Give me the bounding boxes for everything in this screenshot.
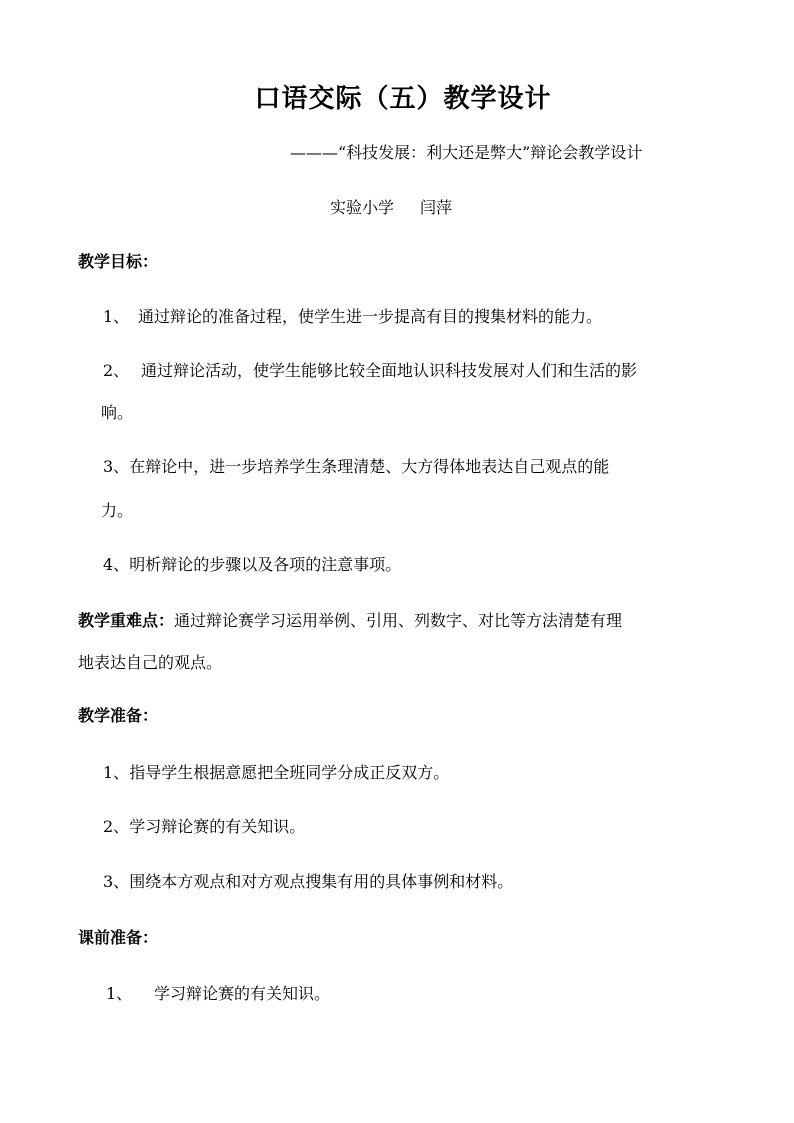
objective-number: 4、	[103, 555, 130, 574]
key-points-text: 通过辩论赛学习运用举例、引用、列数字、对比等方法清楚有理	[174, 611, 623, 630]
preparation-text: 指导学生根据意愿把全班同学分成正反双方。	[129, 763, 450, 782]
author-school: 实验小学	[330, 198, 395, 217]
objective-item	[103, 555, 401, 575]
key-points-paragraph	[78, 611, 622, 631]
pre-class-item	[106, 984, 330, 1004]
preparation-number: 3、	[103, 872, 130, 891]
preparation-number: 2、	[103, 817, 130, 836]
objective-text: 通过辩论活动，使学生能够比较全面地认识科技发展对人们和生活的影	[141, 361, 638, 380]
objective-text: 通过辩论的准备过程，使学生进一步提高有目的搜集材料的能力。	[138, 307, 603, 326]
pre-class-number: 1、	[106, 984, 133, 1003]
objective-text-continued: 响。	[101, 403, 134, 422]
objectives-heading: 教学目标：	[78, 252, 159, 271]
key-points-heading: 教学重难点：	[78, 611, 175, 630]
objective-text: 明析辩论的步骤以及各项的注意事项。	[129, 555, 402, 574]
objective-number: 3、	[103, 457, 130, 476]
preparation-item	[103, 872, 513, 892]
objective-item	[103, 457, 609, 477]
objective-item	[103, 307, 602, 327]
preparation-heading: 教学准备：	[78, 706, 159, 725]
pre-class-heading: 课前准备：	[78, 928, 159, 947]
pre-class-text: 学习辩论赛的有关知识。	[154, 984, 331, 1003]
document-subtitle: ———“科技发展：利大还是弊大”辩论会教学设计	[290, 143, 643, 162]
preparation-item	[103, 817, 305, 837]
preparation-number: 1、	[103, 763, 130, 782]
objective-text-continued: 力。	[101, 501, 134, 520]
objective-item	[103, 361, 637, 381]
objective-text: 在辩论中，进一步培养学生条理清楚、大方得体地表达自己观点的能	[129, 457, 610, 476]
objective-number: 2、	[103, 361, 130, 380]
author-line	[330, 198, 452, 218]
key-points-text-continued: 地表达自己的观点。	[78, 653, 223, 672]
document-title: 口语交际（五）教学设计	[254, 84, 552, 114]
author-name: 闫萍	[420, 198, 453, 217]
objective-number: 1、	[103, 307, 130, 326]
preparation-item	[103, 763, 449, 783]
preparation-text: 学习辩论赛的有关知识。	[129, 817, 306, 836]
preparation-text: 围绕本方观点和对方观点搜集有用的具体事例和材料。	[129, 872, 514, 891]
